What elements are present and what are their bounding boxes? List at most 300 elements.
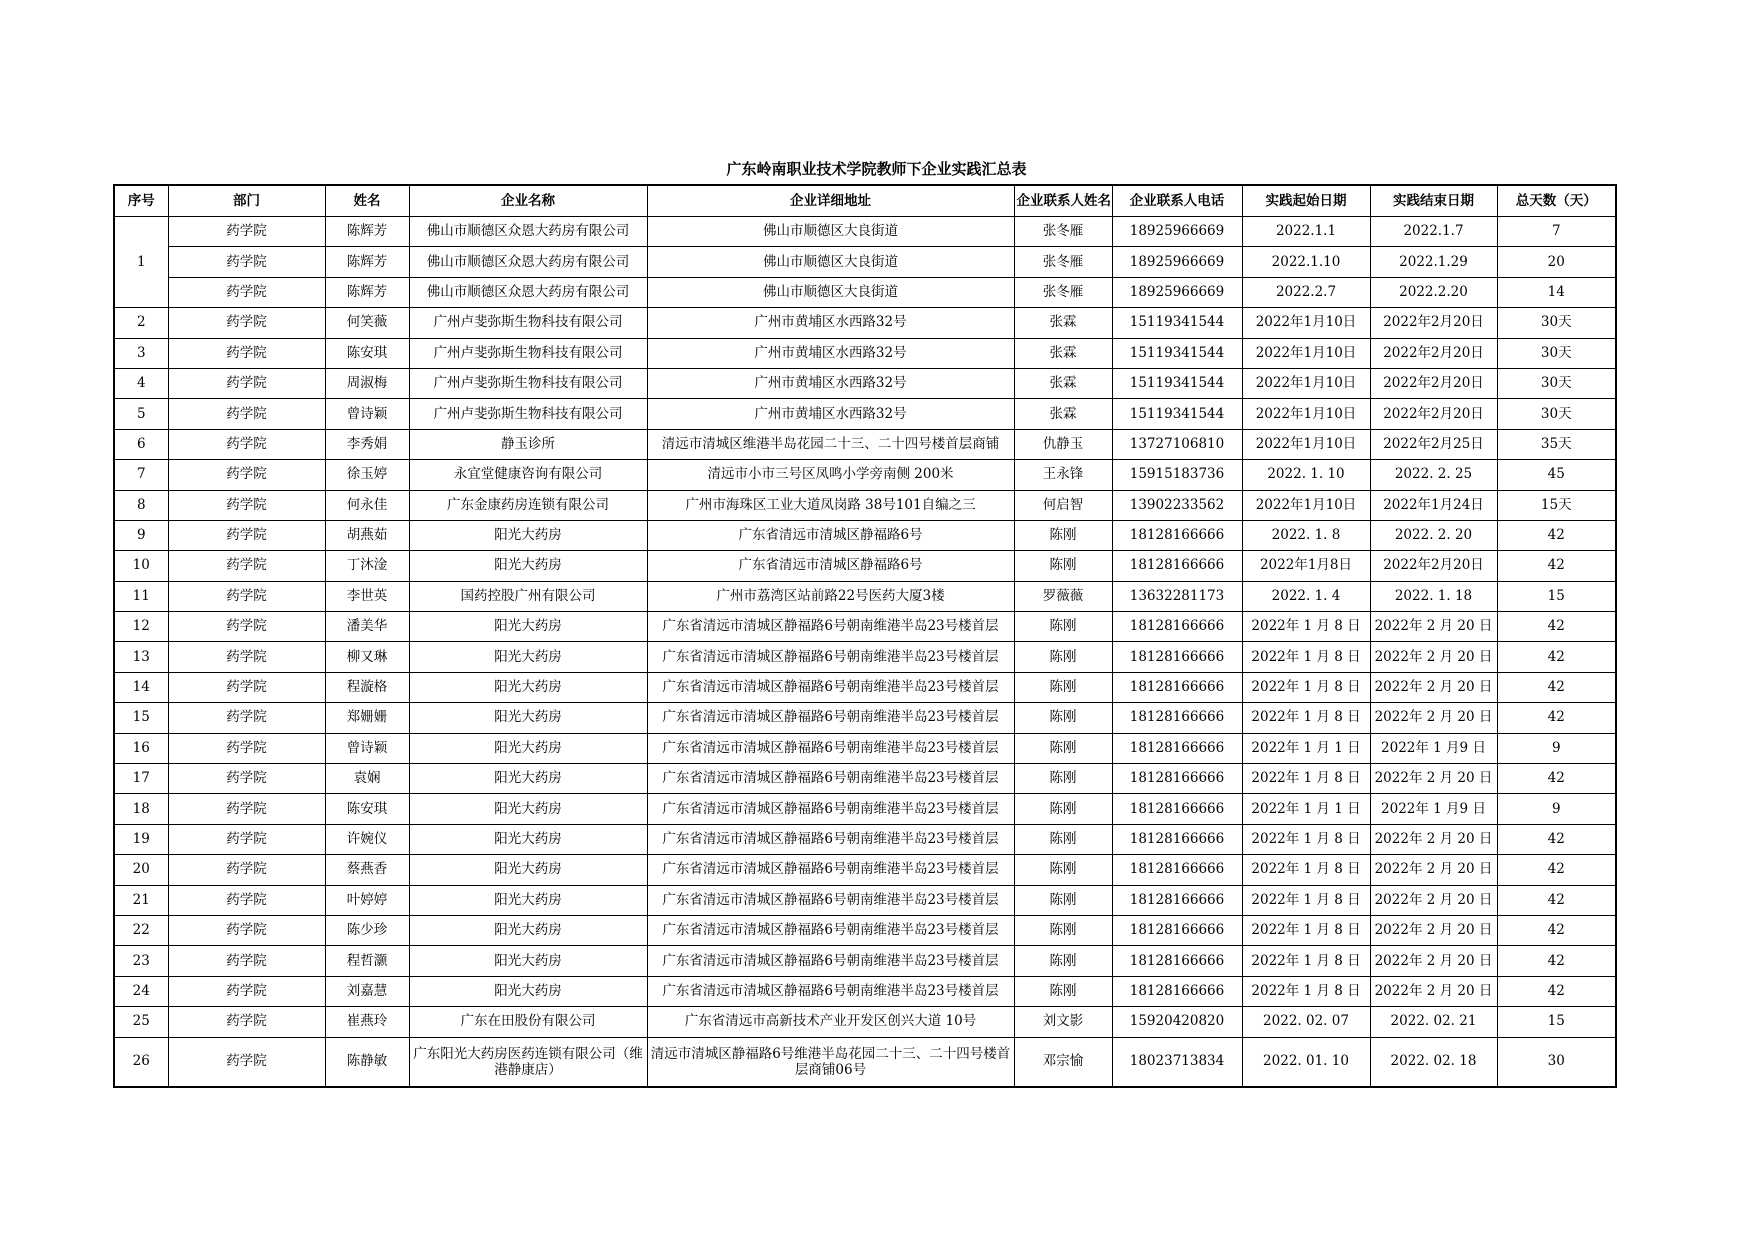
cell-company: 阳光大药房 — [409, 976, 647, 1006]
cell-dept: 药学院 — [168, 1037, 325, 1087]
cell-address: 广东省清远市清城区静福路6号朝南维港半岛23号楼首层 — [647, 946, 1014, 976]
cell-name: 崔燕玲 — [325, 1007, 409, 1037]
cell-dept: 药学院 — [168, 551, 325, 581]
cell-start: 2022年 1 月 1 日 — [1242, 733, 1370, 763]
cell-seq: 23 — [114, 946, 168, 976]
cell-company: 永宜堂健康咨询有限公司 — [409, 460, 647, 490]
cell-name: 袁娴 — [325, 764, 409, 794]
cell-address: 佛山市顺德区大良街道 — [647, 247, 1014, 277]
cell-company: 阳光大药房 — [409, 794, 647, 824]
cell-name: 陈静敏 — [325, 1037, 409, 1087]
cell-seq: 2 — [114, 308, 168, 338]
cell-start: 2022. 1. 10 — [1242, 460, 1370, 490]
cell-dept: 药学院 — [168, 338, 325, 368]
cell-company: 阳光大药房 — [409, 764, 647, 794]
cell-contact: 陈刚 — [1014, 976, 1112, 1006]
cell-name: 陈少珍 — [325, 915, 409, 945]
cell-company: 佛山市顺德区众恩大药房有限公司 — [409, 277, 647, 307]
cell-days: 15 — [1497, 1007, 1616, 1037]
cell-days: 42 — [1497, 976, 1616, 1006]
cell-days: 42 — [1497, 946, 1616, 976]
cell-start: 2022年 1 月 8 日 — [1242, 764, 1370, 794]
cell-dept: 药学院 — [168, 460, 325, 490]
cell-seq: 26 — [114, 1037, 168, 1087]
cell-dept: 药学院 — [168, 703, 325, 733]
cell-phone: 18128166666 — [1112, 764, 1242, 794]
cell-name: 叶婷婷 — [325, 885, 409, 915]
table-row — [114, 733, 1616, 763]
cell-end: 2022. 1. 18 — [1370, 581, 1497, 611]
cell-company: 广州卢斐弥斯生物科技有限公司 — [409, 338, 647, 368]
cell-seq: 19 — [114, 824, 168, 854]
cell-address: 广东省清远市清城区静福路6号朝南维港半岛23号楼首层 — [647, 642, 1014, 672]
cell-days: 42 — [1497, 520, 1616, 550]
header-cell: 实践起始日期 — [1242, 185, 1370, 217]
cell-start: 2022.1.10 — [1242, 247, 1370, 277]
cell-contact: 张霖 — [1014, 368, 1112, 398]
cell-dept: 药学院 — [168, 368, 325, 398]
cell-end: 2022年 1 月9 日 — [1370, 794, 1497, 824]
cell-dept: 药学院 — [168, 733, 325, 763]
cell-days: 42 — [1497, 824, 1616, 854]
cell-phone: 18128166666 — [1112, 794, 1242, 824]
cell-dept: 药学院 — [168, 247, 325, 277]
cell-phone: 13632281173 — [1112, 581, 1242, 611]
cell-company: 阳光大药房 — [409, 733, 647, 763]
cell-name: 胡燕茹 — [325, 520, 409, 550]
cell-address: 广东省清远市高新技术产业开发区创兴大道 10号 — [647, 1007, 1014, 1037]
table-row — [114, 308, 1616, 338]
cell-start: 2022. 1. 4 — [1242, 581, 1370, 611]
cell-name: 丁沐淦 — [325, 551, 409, 581]
cell-start: 2022年 1 月 8 日 — [1242, 946, 1370, 976]
cell-phone: 18128166666 — [1112, 642, 1242, 672]
cell-end: 2022年 2 月 20 日 — [1370, 915, 1497, 945]
cell-dept: 药学院 — [168, 429, 325, 459]
cell-address: 广州市荔湾区站前路22号医药大厦3楼 — [647, 581, 1014, 611]
cell-end: 2022年 2 月 20 日 — [1370, 764, 1497, 794]
cell-contact: 张冬雁 — [1014, 247, 1112, 277]
cell-days: 42 — [1497, 672, 1616, 702]
cell-contact: 何启智 — [1014, 490, 1112, 520]
cell-start: 2022年 1 月 8 日 — [1242, 855, 1370, 885]
table-row — [114, 855, 1616, 885]
cell-phone: 13727106810 — [1112, 429, 1242, 459]
cell-contact: 陈刚 — [1014, 764, 1112, 794]
cell-phone: 18023713834 — [1112, 1037, 1242, 1087]
cell-days: 45 — [1497, 460, 1616, 490]
cell-start: 2022年1月10日 — [1242, 490, 1370, 520]
cell-start: 2022年 1 月 8 日 — [1242, 824, 1370, 854]
cell-seq: 7 — [114, 460, 168, 490]
cell-start: 2022年 1 月 8 日 — [1242, 672, 1370, 702]
cell-company: 阳光大药房 — [409, 915, 647, 945]
cell-days: 30天 — [1497, 308, 1616, 338]
cell-contact: 陈刚 — [1014, 551, 1112, 581]
cell-end: 2022年2月20日 — [1370, 551, 1497, 581]
cell-phone: 15915183736 — [1112, 460, 1242, 490]
cell-seq: 17 — [114, 764, 168, 794]
cell-end: 2022. 02. 21 — [1370, 1007, 1497, 1037]
cell-days: 20 — [1497, 247, 1616, 277]
cell-seq: 13 — [114, 642, 168, 672]
cell-name: 程漩格 — [325, 672, 409, 702]
cell-seq: 9 — [114, 520, 168, 550]
cell-name: 潘美华 — [325, 612, 409, 642]
cell-start: 2022年1月10日 — [1242, 368, 1370, 398]
table-row — [114, 277, 1616, 307]
header-cell: 企业联系人姓名 — [1014, 185, 1112, 217]
cell-end: 2022年 2 月 20 日 — [1370, 703, 1497, 733]
cell-dept: 药学院 — [168, 794, 325, 824]
cell-dept: 药学院 — [168, 946, 325, 976]
table-row — [114, 764, 1616, 794]
cell-end: 2022.1.29 — [1370, 247, 1497, 277]
cell-company: 阳光大药房 — [409, 824, 647, 854]
cell-contact: 刘文影 — [1014, 1007, 1112, 1037]
cell-days: 30天 — [1497, 399, 1616, 429]
cell-end: 2022年 2 月 20 日 — [1370, 824, 1497, 854]
cell-contact: 陈刚 — [1014, 946, 1112, 976]
cell-seq: 3 — [114, 338, 168, 368]
cell-phone: 18128166666 — [1112, 824, 1242, 854]
cell-name: 陈辉芳 — [325, 277, 409, 307]
table-row — [114, 976, 1616, 1006]
cell-name: 许婉仪 — [325, 824, 409, 854]
cell-contact: 陈刚 — [1014, 612, 1112, 642]
cell-start: 2022年1月10日 — [1242, 399, 1370, 429]
cell-contact: 邓宗愉 — [1014, 1037, 1112, 1087]
cell-end: 2022年 2 月 20 日 — [1370, 946, 1497, 976]
cell-end: 2022年 2 月 20 日 — [1370, 885, 1497, 915]
cell-contact: 陈刚 — [1014, 794, 1112, 824]
cell-name: 曾诗颖 — [325, 399, 409, 429]
cell-end: 2022. 2. 20 — [1370, 520, 1497, 550]
cell-seq: 15 — [114, 703, 168, 733]
table-row — [114, 460, 1616, 490]
header-cell: 总天数（天） — [1497, 185, 1616, 217]
header-cell: 企业详细地址 — [647, 185, 1014, 217]
cell-company: 阳光大药房 — [409, 551, 647, 581]
cell-end: 2022.1.7 — [1370, 217, 1497, 247]
cell-seq: 8 — [114, 490, 168, 520]
cell-name: 李世英 — [325, 581, 409, 611]
cell-name: 曾诗颖 — [325, 733, 409, 763]
cell-company: 阳光大药房 — [409, 642, 647, 672]
cell-days: 7 — [1497, 217, 1616, 247]
cell-company: 广东阳光大药房医药连锁有限公司（维港静康店） — [409, 1037, 647, 1087]
cell-start: 2022. 02. 07 — [1242, 1007, 1370, 1037]
table-row — [114, 885, 1616, 915]
cell-seq: 25 — [114, 1007, 168, 1037]
cell-days: 30 — [1497, 1037, 1616, 1087]
cell-address: 佛山市顺德区大良街道 — [647, 277, 1014, 307]
table-row — [114, 338, 1616, 368]
table-row — [114, 490, 1616, 520]
cell-address: 佛山市顺德区大良街道 — [647, 217, 1014, 247]
cell-name: 何永佳 — [325, 490, 409, 520]
cell-days: 42 — [1497, 885, 1616, 915]
cell-days: 42 — [1497, 642, 1616, 672]
table-row — [114, 217, 1616, 247]
cell-end: 2022. 2. 25 — [1370, 460, 1497, 490]
table-row — [114, 946, 1616, 976]
cell-phone: 18128166666 — [1112, 946, 1242, 976]
cell-dept: 药学院 — [168, 308, 325, 338]
cell-end: 2022年2月20日 — [1370, 338, 1497, 368]
cell-company: 佛山市顺德区众恩大药房有限公司 — [409, 247, 647, 277]
cell-days: 9 — [1497, 733, 1616, 763]
cell-end: 2022年 1 月9 日 — [1370, 733, 1497, 763]
cell-dept: 药学院 — [168, 764, 325, 794]
cell-address: 广州市黄埔区水西路32号 — [647, 368, 1014, 398]
cell-address: 广州市黄埔区水西路32号 — [647, 338, 1014, 368]
cell-address: 广东省清远市清城区静福路6号朝南维港半岛23号楼首层 — [647, 976, 1014, 1006]
cell-address: 广东省清远市清城区静福路6号朝南维港半岛23号楼首层 — [647, 794, 1014, 824]
table-row — [114, 551, 1616, 581]
table-row — [114, 368, 1616, 398]
cell-company: 阳光大药房 — [409, 612, 647, 642]
cell-address: 广东省清远市清城区静福路6号朝南维港半岛23号楼首层 — [647, 764, 1014, 794]
cell-address: 清远市小市三号区凤鸣小学旁南侧 200米 — [647, 460, 1014, 490]
header-cell: 实践结束日期 — [1370, 185, 1497, 217]
cell-contact: 陈刚 — [1014, 915, 1112, 945]
cell-phone: 18128166666 — [1112, 551, 1242, 581]
cell-contact: 陈刚 — [1014, 733, 1112, 763]
cell-contact: 陈刚 — [1014, 672, 1112, 702]
cell-days: 42 — [1497, 703, 1616, 733]
cell-company: 广州卢斐弥斯生物科技有限公司 — [409, 368, 647, 398]
cell-phone: 15119341544 — [1112, 308, 1242, 338]
cell-company: 广东金康药房连锁有限公司 — [409, 490, 647, 520]
table-row — [114, 915, 1616, 945]
cell-contact: 陈刚 — [1014, 642, 1112, 672]
cell-address: 广东省清远市清城区静福路6号朝南维港半岛23号楼首层 — [647, 855, 1014, 885]
cell-seq: 1 — [114, 217, 168, 308]
cell-contact: 张冬雁 — [1014, 277, 1112, 307]
table-row — [114, 794, 1616, 824]
cell-contact: 陈刚 — [1014, 885, 1112, 915]
cell-name: 蔡燕香 — [325, 855, 409, 885]
header-row — [114, 185, 1616, 217]
cell-company: 阳光大药房 — [409, 946, 647, 976]
cell-dept: 药学院 — [168, 672, 325, 702]
cell-address: 广州市黄埔区水西路32号 — [647, 308, 1014, 338]
cell-contact: 王永锋 — [1014, 460, 1112, 490]
cell-end: 2022年 2 月 20 日 — [1370, 855, 1497, 885]
cell-start: 2022年 1 月 1 日 — [1242, 794, 1370, 824]
cell-company: 国药控股广州有限公司 — [409, 581, 647, 611]
summary-table — [113, 184, 1617, 1088]
cell-contact: 陈刚 — [1014, 520, 1112, 550]
cell-name: 陈安琪 — [325, 338, 409, 368]
cell-address: 广东省清远市清城区静福路6号朝南维港半岛23号楼首层 — [647, 672, 1014, 702]
cell-start: 2022年 1 月 8 日 — [1242, 885, 1370, 915]
cell-dept: 药学院 — [168, 976, 325, 1006]
cell-contact: 陈刚 — [1014, 703, 1112, 733]
cell-seq: 10 — [114, 551, 168, 581]
table-row — [114, 581, 1616, 611]
cell-name: 李秀娟 — [325, 429, 409, 459]
cell-company: 广东在田股份有限公司 — [409, 1007, 647, 1037]
cell-address: 广东省清远市清城区静福路6号朝南维港半岛23号楼首层 — [647, 612, 1014, 642]
cell-dept: 药学院 — [168, 277, 325, 307]
cell-days: 42 — [1497, 551, 1616, 581]
cell-days: 9 — [1497, 794, 1616, 824]
cell-phone: 18128166666 — [1112, 885, 1242, 915]
cell-phone: 13902233562 — [1112, 490, 1242, 520]
cell-start: 2022年1月10日 — [1242, 308, 1370, 338]
cell-name: 郑姗姗 — [325, 703, 409, 733]
cell-dept: 药学院 — [168, 581, 325, 611]
cell-contact: 罗薇薇 — [1014, 581, 1112, 611]
table-row — [114, 1007, 1616, 1037]
cell-dept: 药学院 — [168, 642, 325, 672]
cell-end: 2022年 2 月 20 日 — [1370, 642, 1497, 672]
cell-address: 广东省清远市清城区静福路6号 — [647, 520, 1014, 550]
table-row — [114, 672, 1616, 702]
cell-phone: 15119341544 — [1112, 368, 1242, 398]
cell-seq: 4 — [114, 368, 168, 398]
cell-seq: 12 — [114, 612, 168, 642]
cell-start: 2022年 1 月 8 日 — [1242, 915, 1370, 945]
cell-address: 广东省清远市清城区静福路6号朝南维港半岛23号楼首层 — [647, 733, 1014, 763]
cell-name: 徐玉婷 — [325, 460, 409, 490]
cell-end: 2022年 2 月 20 日 — [1370, 612, 1497, 642]
table-row — [114, 247, 1616, 277]
cell-days: 15 — [1497, 581, 1616, 611]
cell-name: 陈安琪 — [325, 794, 409, 824]
cell-dept: 药学院 — [168, 1007, 325, 1037]
cell-end: 2022年2月25日 — [1370, 429, 1497, 459]
header-cell: 序号 — [114, 185, 168, 217]
table-row — [114, 612, 1616, 642]
cell-phone: 18128166666 — [1112, 855, 1242, 885]
cell-days: 42 — [1497, 855, 1616, 885]
cell-address: 广东省清远市清城区静福路6号朝南维港半岛23号楼首层 — [647, 915, 1014, 945]
cell-phone: 18128166666 — [1112, 703, 1242, 733]
cell-phone: 15920420820 — [1112, 1007, 1242, 1037]
cell-phone: 18925966669 — [1112, 217, 1242, 247]
cell-contact: 张霖 — [1014, 399, 1112, 429]
cell-company: 广州卢斐弥斯生物科技有限公司 — [409, 308, 647, 338]
table-row — [114, 642, 1616, 672]
cell-seq: 24 — [114, 976, 168, 1006]
cell-dept: 药学院 — [168, 885, 325, 915]
cell-contact: 张霖 — [1014, 308, 1112, 338]
cell-seq: 21 — [114, 885, 168, 915]
cell-days: 30天 — [1497, 368, 1616, 398]
cell-start: 2022.2.7 — [1242, 277, 1370, 307]
table-row — [114, 429, 1616, 459]
cell-phone: 18925966669 — [1112, 277, 1242, 307]
cell-contact: 张霖 — [1014, 338, 1112, 368]
cell-end: 2022年2月20日 — [1370, 368, 1497, 398]
cell-seq: 16 — [114, 733, 168, 763]
cell-phone: 18128166666 — [1112, 915, 1242, 945]
cell-phone: 18128166666 — [1112, 520, 1242, 550]
cell-dept: 药学院 — [168, 217, 325, 247]
cell-seq: 5 — [114, 399, 168, 429]
cell-phone: 18128166666 — [1112, 612, 1242, 642]
cell-seq: 20 — [114, 855, 168, 885]
cell-seq: 6 — [114, 429, 168, 459]
cell-start: 2022年 1 月 8 日 — [1242, 976, 1370, 1006]
header-cell: 企业名称 — [409, 185, 647, 217]
cell-name: 陈辉芳 — [325, 217, 409, 247]
cell-dept: 药学院 — [168, 399, 325, 429]
cell-end: 2022年 2 月 20 日 — [1370, 672, 1497, 702]
cell-days: 14 — [1497, 277, 1616, 307]
cell-seq: 14 — [114, 672, 168, 702]
page-title: 广东岭南职业技术学院教师下企业实践汇总表 — [726, 160, 1027, 178]
cell-address: 广东省清远市清城区静福路6号朝南维港半岛23号楼首层 — [647, 824, 1014, 854]
table-row — [114, 399, 1616, 429]
cell-start: 2022年1月10日 — [1242, 429, 1370, 459]
table-row — [114, 703, 1616, 733]
cell-contact: 陈刚 — [1014, 824, 1112, 854]
cell-company: 阳光大药房 — [409, 885, 647, 915]
cell-company: 阳光大药房 — [409, 855, 647, 885]
cell-dept: 药学院 — [168, 824, 325, 854]
cell-days: 42 — [1497, 915, 1616, 945]
cell-dept: 药学院 — [168, 520, 325, 550]
cell-end: 2022年1月24日 — [1370, 490, 1497, 520]
cell-phone: 18128166666 — [1112, 733, 1242, 763]
cell-name: 柳又琳 — [325, 642, 409, 672]
table-row — [114, 824, 1616, 854]
cell-end: 2022.2.20 — [1370, 277, 1497, 307]
cell-start: 2022年1月8日 — [1242, 551, 1370, 581]
cell-company: 静玉诊所 — [409, 429, 647, 459]
cell-phone: 15119341544 — [1112, 338, 1242, 368]
cell-end: 2022年2月20日 — [1370, 308, 1497, 338]
cell-address: 广东省清远市清城区静福路6号朝南维港半岛23号楼首层 — [647, 703, 1014, 733]
cell-name: 陈辉芳 — [325, 247, 409, 277]
cell-address: 广东省清远市清城区静福路6号朝南维港半岛23号楼首层 — [647, 885, 1014, 915]
cell-dept: 药学院 — [168, 915, 325, 945]
cell-address: 清远市清城区静福路6号维港半岛花园二十三、二十四号楼首层商铺06号 — [647, 1037, 1014, 1087]
cell-start: 2022. 01. 10 — [1242, 1037, 1370, 1087]
header-cell: 姓名 — [325, 185, 409, 217]
cell-phone: 15119341544 — [1112, 399, 1242, 429]
cell-company: 佛山市顺德区众恩大药房有限公司 — [409, 217, 647, 247]
cell-dept: 药学院 — [168, 855, 325, 885]
cell-start: 2022年 1 月 8 日 — [1242, 703, 1370, 733]
cell-company: 广州卢斐弥斯生物科技有限公司 — [409, 399, 647, 429]
cell-start: 2022年 1 月 8 日 — [1242, 612, 1370, 642]
cell-name: 刘嘉慧 — [325, 976, 409, 1006]
cell-address: 广州市黄埔区水西路32号 — [647, 399, 1014, 429]
cell-address: 广东省清远市清城区静福路6号 — [647, 551, 1014, 581]
cell-days: 42 — [1497, 764, 1616, 794]
cell-end: 2022年2月20日 — [1370, 399, 1497, 429]
cell-end: 2022年 2 月 20 日 — [1370, 976, 1497, 1006]
cell-address: 广州市海珠区工业大道凤岗路 38号101自编之三 — [647, 490, 1014, 520]
cell-seq: 11 — [114, 581, 168, 611]
cell-company: 阳光大药房 — [409, 703, 647, 733]
cell-company: 阳光大药房 — [409, 672, 647, 702]
header-cell: 企业联系人电话 — [1112, 185, 1242, 217]
cell-start: 2022.1.1 — [1242, 217, 1370, 247]
cell-phone: 18128166666 — [1112, 976, 1242, 1006]
cell-start: 2022. 1. 8 — [1242, 520, 1370, 550]
header-cell: 部门 — [168, 185, 325, 217]
cell-phone: 18128166666 — [1112, 672, 1242, 702]
cell-contact: 张冬雁 — [1014, 217, 1112, 247]
table-row — [114, 1037, 1616, 1087]
cell-days: 15天 — [1497, 490, 1616, 520]
